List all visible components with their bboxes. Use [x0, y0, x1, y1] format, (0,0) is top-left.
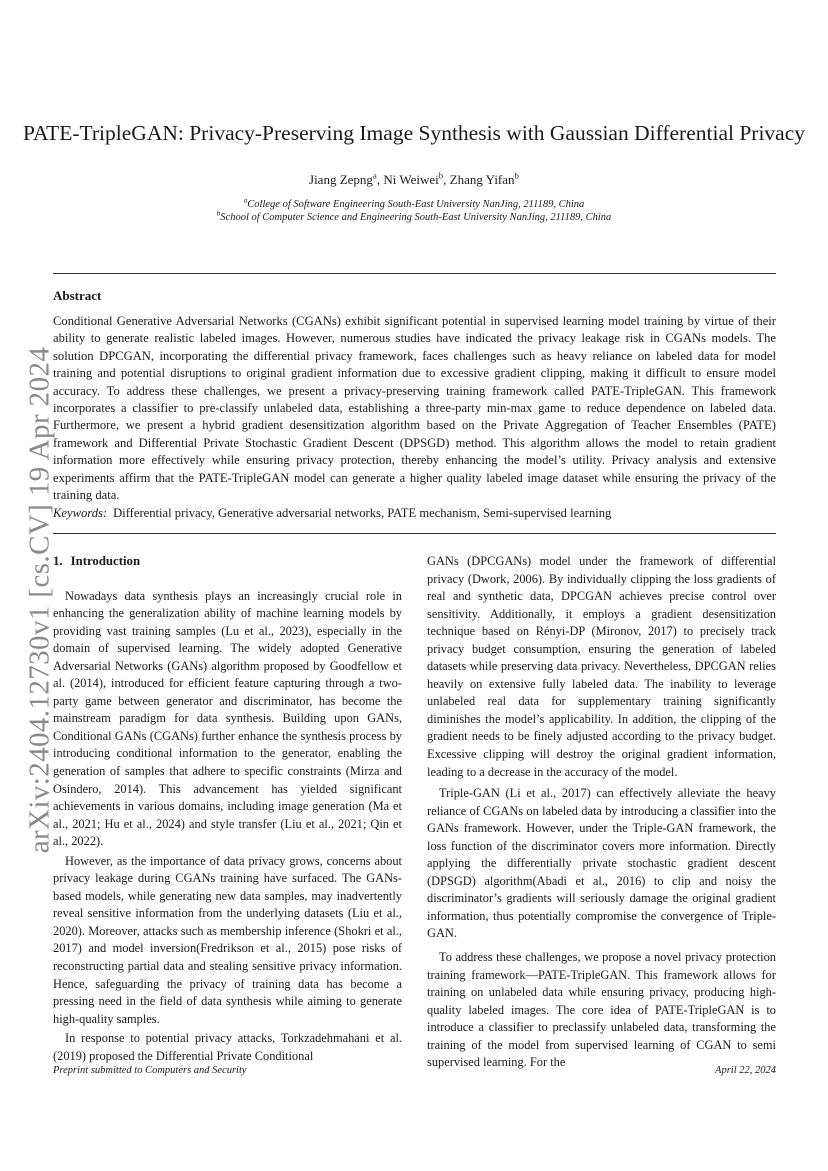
keywords-label: Keywords: [53, 506, 108, 520]
right-column [427, 553, 776, 1072]
keywords-line [53, 506, 611, 521]
author-list [0, 172, 828, 188]
paper-title: PATE-TripleGAN: Privacy-Preserving Image Synthesis with Gaussian Differential Privacy [22, 121, 806, 145]
left-column [53, 553, 402, 1065]
author-affiliation-mark: b [514, 170, 519, 181]
affiliation-text: College of Software Engineering South-East University NanJing, 211189, China [247, 199, 585, 210]
section-heading [53, 553, 402, 571]
author-name: Zhang Yifan [449, 172, 515, 187]
section-number: 1. [53, 554, 63, 568]
author-name: Ni Weiwei [383, 172, 439, 187]
abstract-body: Conditional Generative Adversarial Networks (CGANs) exhibit significant potential in supervised learning model training by virtue of their ability to generate realistic labeled images. However, numerous studies have indicated the privacy leakage risk in CGANs models. The solution DPCGAN, incorporating the differential privacy framework, faces challenges such as heavy reliance on labeled data for model training and potential disruptions to original gradient information due to excessive gradient clipping, making it difficult to ensure model accuracy. To address these challenges, we present a privacy-preserving training framework called PATE-TripleGAN. This framework incorporates a classifier to pre-classify unlabeled data, establishing a three-party min-max game to reduce dependence on labeled data. Furthermore, we present a hybrid gradient desensitization algorithm based on the Private Aggregation of Teacher Ensembles (PATE) framework and Differential Private Stochastic Gradient Descent (DPSGD) method. This algorithm allows the model to retain gradient information more effectively while ensuring privacy protection, thereby enhancing the model’s utility. Privacy analysis and extensive experiments affirm that the PATE-TripleGAN model can generate a higher quality labeled image dataset while ensuring the privacy of the training data. [53, 314, 776, 503]
affiliation-mark: a [243, 196, 248, 205]
abstract-divider [53, 533, 776, 534]
author-affiliation-mark: a [372, 170, 377, 181]
affiliation-text: School of Computer Science and Engineering South-East University NanJing, 211189, China [220, 212, 612, 223]
affiliation-a [0, 196, 828, 210]
affiliation-b [0, 209, 828, 223]
arxiv-identifier: arXiv:2404.12730v1 [cs.CV] 19 Apr 2024 [23, 346, 56, 854]
author-separator: , [443, 172, 450, 187]
footer-date: April 22, 2024 [715, 1065, 776, 1076]
affiliation-mark: b [216, 209, 221, 218]
body-paragraph: To address these challenges, we propose a novel privacy protection training framework—PATE-TripleGAN. This framework allows for training on unlabeled data while ensuring privacy, producing high-quality labeled images. The core idea of PATE-TripleGAN is to introduce a classifier to preclassify unlabeled data, transforming the training of the model from supervised learning of CGAN to semi supervised learning. For the [427, 950, 776, 1070]
body-paragraph: Nowadays data synthesis plays an increasingly crucial role in enhancing the generalization ability of machine learning models by providing vast training samples (Lu et al., 2023), especially in the domain of supervised learning. The widely adopted Generative Adversarial Networks (GANs) algorithm proposed by Goodfellow et al. (2014), introduced for efficient feature capturing through a two-party game between generator and discriminator, has become the mainstream paradigm for data synthesis. Building upon GANs, Conditional GANs (CGANs) further enhance the synthesis process by introducing conditional information to the generator, enabling the generation of samples that adhere to specific constraints (Mirza and Osindero, 2014). This advancement has yielded significant achievements in various domains, including image generation (Ma et al., 2021; Hu et al., 2024) and style transfer (Liu et al., 2021; Qin et al., 2022). [53, 588, 402, 849]
footer-venue: Preprint submitted to Computers and Security [53, 1065, 247, 1076]
author-separator: , [376, 172, 384, 187]
top-divider [53, 273, 776, 274]
body-paragraph: However, as the importance of data privacy grows, concerns about privacy leakage during CGANs training have surfaced. The GANs-based models, while generating new data samples, may inadvertently reveal sensitive information from the underlying datasets (Liu et al., 2020). Moreover, attacks such as membership inference (Shokri et al., 2017) and model inversion(Fredrikson et al., 2015) pose risks of reconstructing partial data and stealing sensitive privacy information. Hence, safeguarding the privacy of training data has become a pressing need in the field of data synthesis while aiming to generate high-quality samples. [53, 853, 402, 1026]
body-paragraph: GANs (DPCGANs) model under the framework of differential privacy (Dwork, 2006). By individually clipping the loss gradients of real and synthetic data, DPCGAN achieves precise control over sensitivity. Additionally, it employs a gradient desensitization technique based on Rényi-DP (Mironov, 2017) to precisely track privacy budget consumption, ensuring the generation of labeled datasets while preserving data privacy. Nevertheless, DPCGAN relies heavily on extensive fully labeled data. The inability to leverage unlabeled real data for supplementary training significantly diminishes the model’s applicability. In addition, the clipping of the gradient needs to be finely adjusted according to the privacy budget. Excessive clipping will destroy the original gradient information, leading to a decrease in the accuracy of the model. [427, 554, 776, 779]
author-affiliation-mark: b [438, 170, 444, 181]
abstract-heading: Abstract [53, 288, 102, 303]
body-paragraph: Triple-GAN (Li et al., 2017) can effectively alleviate the heavy reliance of CGANs on labeled data by introducing a classifier into the GANs framework. However, under the Triple-GAN framework, the loss function of the discriminator covers more information. Directly applying the differentially private stochastic gradient descent (DPSGD) algorithm(Abadi et al., 2016) to clip and noisy the discriminator’s gradients will seriously damage the original gradient information, thus potentially compromise the convergence of Triple-GAN. [427, 786, 776, 941]
body-paragraph: In response to potential privacy attacks, Torkzadehmahani et al. (2019) proposed the Differential Private Conditional [53, 1031, 402, 1063]
section-title: Introduction [70, 554, 141, 568]
keywords-text: Differential privacy, Generative adversarial networks, PATE mechanism, Semi-supervised learning [113, 506, 612, 520]
author-name: Jiang Zepng [309, 172, 373, 187]
